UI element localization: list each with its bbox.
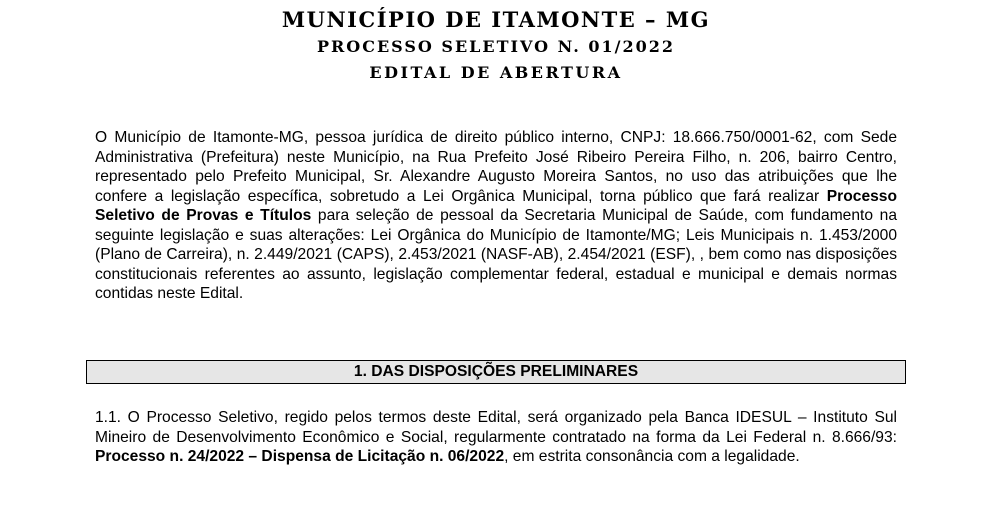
item-1-1-bold-text: Processo n. 24/2022 – Dispensa de Licitação n. 06/2022	[95, 448, 505, 465]
process-title: PROCESSO SELETIVO N. 01/2022	[316, 37, 676, 56]
document-header	[0, 6, 992, 86]
municipality-title: MUNICÍPIO DE ITAMONTE – MG	[281, 7, 711, 32]
section-heading-1	[86, 360, 906, 384]
intro-text-b: para seleção de pessoal da Secretaria Municipal de Saúde, com fundamento na seguinte legislação e suas alterações: Lei Orgânica do Município de Itamonte/MG; Leis Municipais n. 1.453/2000 (Plano de Carreira), n. 2.449/2021 (CAPS), 2.453/2021 (NASF-AB), 2.454/2021 (ESF), , bem como nas disposições constitucionais referentes ao assunto, legislação complementar federal, estadual e municipal e demais normas contidas neste Edital.	[95, 207, 897, 302]
section-heading-1-label: 1. DAS DISPOSIÇÕES PRELIMINARES	[353, 363, 639, 380]
item-1-1-text-b: , em estrita consonância com a legalidade.	[504, 448, 800, 465]
intro-text-a: O Município de Itamonte-MG, pessoa jurídica de direito público interno, CNPJ: 18.666.750/0001-62, com Sede Administrativa (Prefeitura) neste Município, na Rua Prefeito José Ribeiro Pereira Filho, n. 206, bairro Centro, representado pelo Prefeito Municipal, Sr. Alexandre Augusto Moreira Santos, no uso das atribuições que lhe confere a legislação específica, sobretudo a Lei Orgânica Municipal, torna público que fará realizar	[95, 129, 897, 205]
intro-bold-text: Processo Seletivo de Provas e Títulos	[95, 187, 897, 224]
item-1-1-paragraph	[95, 408, 897, 467]
item-1-1-text-a: 1.1. O Processo Seletivo, regido pelos termos deste Edital, será organizado pela Banca IDESUL – Instituto Sul Mineiro de Desenvolvimento Econômico e Social, regularmente contratado na forma da Lei Federal n. 8.666/93:	[95, 409, 897, 446]
edital-title: EDITAL DE ABERTURA	[369, 63, 623, 82]
intro-paragraph	[95, 128, 897, 304]
